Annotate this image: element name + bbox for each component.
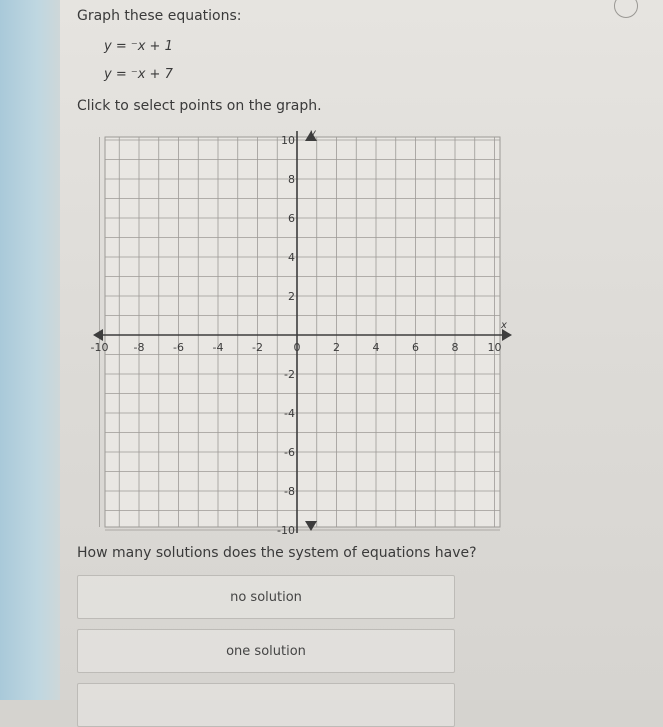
y-tick-label: 2 (288, 290, 295, 303)
y-tick-label: -8 (284, 485, 295, 498)
choice-no-solution[interactable] (77, 575, 455, 619)
x-tick-label: -6 (173, 341, 184, 354)
x-tick-label: -10 (90, 341, 109, 354)
y-tick-label: -4 (284, 407, 295, 420)
x-axis-label: x (501, 320, 507, 331)
y-tick-label: -10 (277, 524, 295, 537)
graph-background (105, 137, 500, 527)
choice-third[interactable] (77, 683, 455, 727)
x-tick-label: -8 (133, 341, 145, 354)
y-tick-label: 4 (288, 251, 295, 264)
y-axis-label: y (310, 128, 316, 139)
x-tick-label: -2 (252, 341, 263, 354)
choice-label: one solution (226, 643, 306, 659)
choice-label: no solution (230, 589, 302, 605)
choice-one-solution[interactable] (77, 629, 455, 673)
y-tick-label: 8 (288, 173, 295, 186)
x-tick-label: 10 (487, 341, 502, 354)
equation-1: y = ⁻x + 1 (104, 39, 173, 54)
y-tick-label: -6 (284, 446, 295, 459)
x-tick-label: 0 (293, 341, 301, 354)
x-axis-arrow-left (93, 329, 103, 341)
x-tick-label: 2 (333, 341, 340, 354)
x-tick-label: -4 (212, 341, 224, 354)
x-tick-label: 8 (451, 341, 459, 354)
instruction-text: Graph these equations: (77, 8, 242, 24)
graph-hint-text: Click to select points on the graph. (77, 98, 322, 114)
x-tick-label: 4 (372, 341, 380, 354)
equation-2: y = ⁻x + 7 (104, 67, 173, 82)
y-tick-label: -2 (284, 368, 295, 381)
x-tick-label: 6 (412, 341, 419, 354)
y-tick-label: 10 (281, 134, 295, 147)
y-tick-label: 6 (288, 212, 295, 225)
question-text: How many solutions does the system of equations have? (77, 545, 477, 561)
